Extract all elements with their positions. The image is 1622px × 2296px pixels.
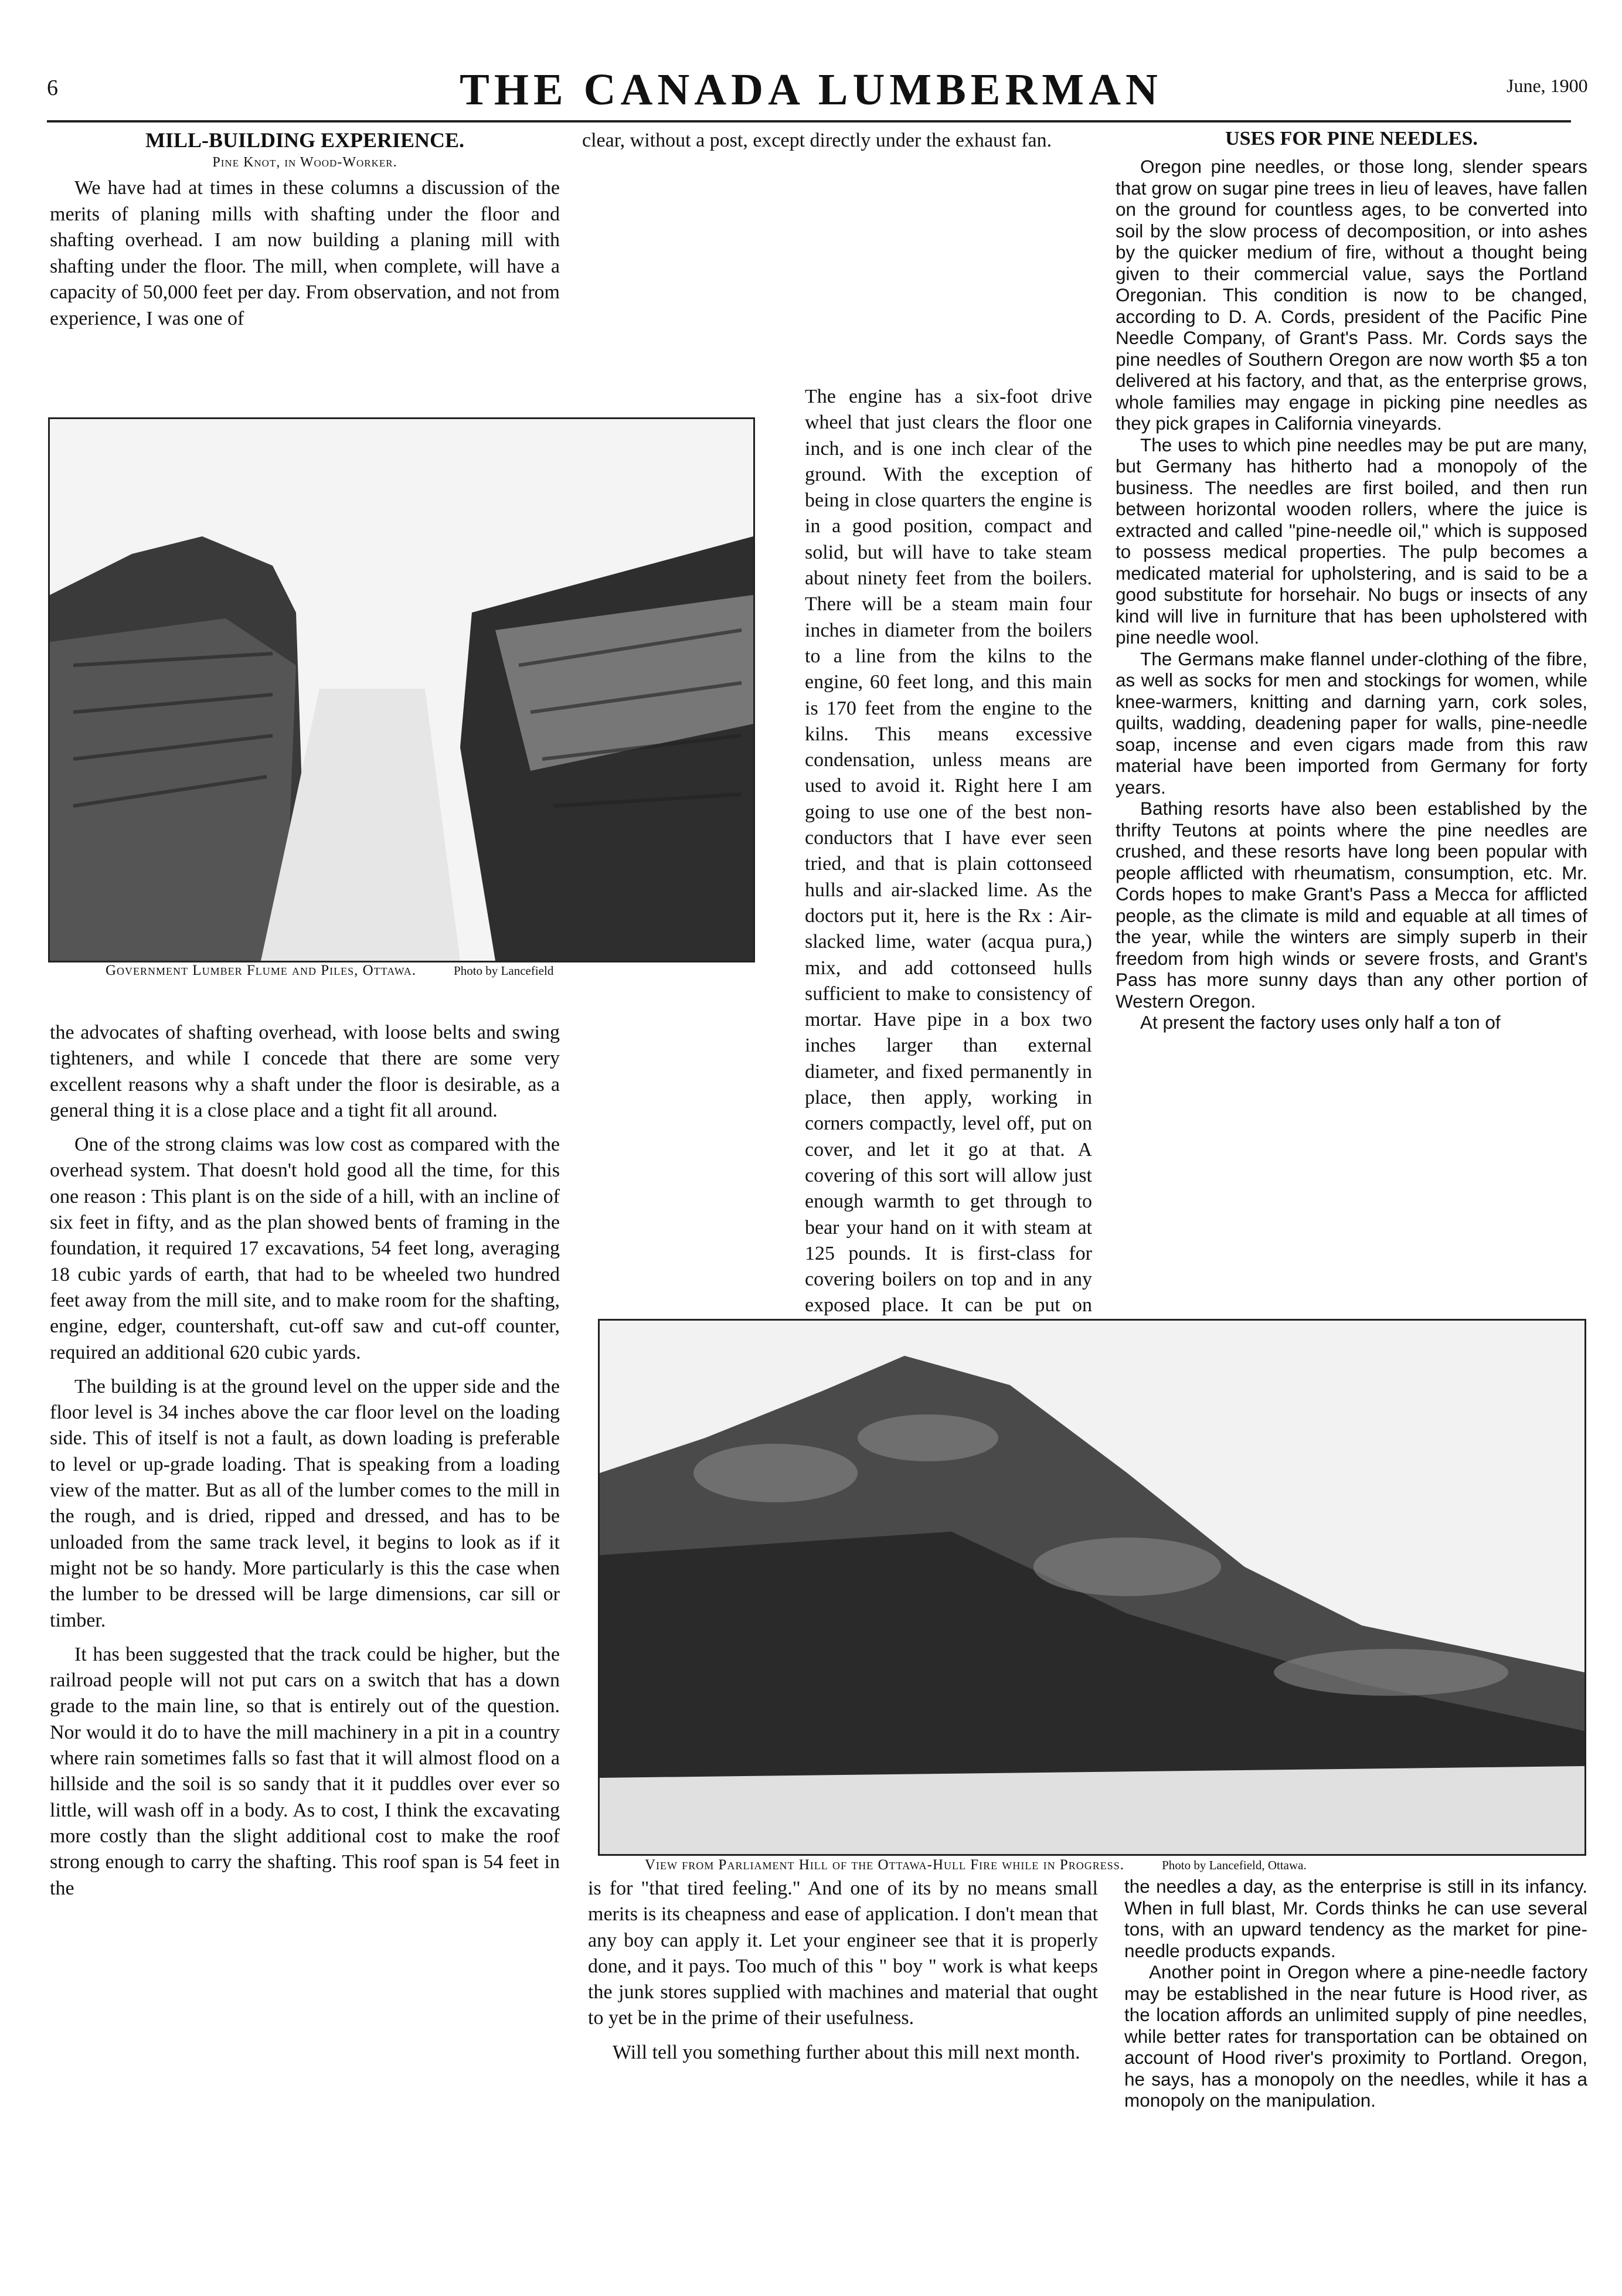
article-paragraph: Oregon pine needles, or those long, slender spears that grow on sugar pine trees in lieu of leaves, have fallen on the ground for countless ages, to be converted into soil by the slow process of decomposition, or into ashes by the quicker medium of fire, without a thought being given to their commercial value, says the Portland Oregonian. This condition is now to be changed, according to D. A. Cords, president of the Pacific Pine Needle Company, of Grant's Pass. Mr. Cords says the pine needles of Southern Oregon are now worth $5 a ton delivered at his factory, and that, as the enterprise grows, whole families may engage in picking pine needles as they pick grapes in California vineyards. (1116, 156, 1587, 434)
article-paragraph: The Germans make flannel under-clothing of the fibre, as well as socks for men and stockings for women, while knee-warmers, knitting and darning yarn, cork soles, quilts, wadding, deadening paper for walls, pine-needle soap, incense and even cigars made from this raw material have been imported from Germany for forty years. (1116, 648, 1587, 798)
photo-credit: Photo by Lancefield, Ottawa. (1162, 1858, 1307, 1872)
photo-caption: Government Lumber Flume and Piles, Ottawa. (106, 962, 417, 978)
article-headline: MILL-BUILDING EXPERIENCE. (145, 128, 465, 152)
article-mill-building-middle-end (588, 1876, 1098, 2074)
article-paragraph: Another point in Oregon where a pine-needle factory may be established in the near future is Hood river, as the location affords an unlimited supply of pine needles, while better rates for transportation can be obtained on account of Hood river's proximity to Portland. Oregon, he says, has a monopoly on the needles, while it has a monopoly on the manipulation. (1124, 1961, 1587, 2111)
article-pine-needles-end (1124, 1876, 1587, 2111)
fire-view-image (600, 1321, 1584, 1854)
article-paragraph: the advocates of shafting overhead, with loose belts and swing tighteners, and while I concede that there are some very excellent reasons why a shaft under the floor is desirable, as a general thing it is a close place and a tight fit all around. (50, 1022, 560, 1121)
article-mill-building-left-cont (50, 1020, 560, 1910)
masthead-rule (47, 120, 1571, 123)
photo-ottawa-hull-fire (598, 1319, 1586, 1856)
masthead-title: THE CANADA LUMBERMAN (460, 65, 1162, 114)
article-paragraph: We have had at times in these columns a discussion of the merits of planing mills with shafting under the floor and shafting overhead. I am now building a planing mill with shafting under the floor. The mill, when complete, will have a capacity of 50,000 feet per day. From observation, and not from experience, I was one of (50, 177, 560, 329)
article-paragraph: the needles a day, as the enterprise is still in its infancy. When in full blast, Mr. Cords thinks he can use several tons, with an upward tendency as the market for pine-needle products expands. (1124, 1876, 1587, 1961)
article-paragraph: The building is at the ground level on the upper side and the floor level is 34 inches above the car floor level on the loading side. This of itself is not a fault, as down loading is preferable to level or up-grade loading. That is speaking from a loading view of the matter. But as all of the lumber comes to the mill in the rough, and is dried, ripped and dressed, and has to be unloaded from the same track level, it begins to look as if it might not be so handy. More particularly is this the case when the lumber to be dressed will be large dimensions, car sill or timber. (50, 1375, 560, 1631)
article-paragraph: The engine has a six-foot drive wheel that just clears the floor one inch, and is one inch clear of the ground. With the exception of being in close quarters the engine is in a good position, compact and solid, but will have to take steam about ninety feet from the boilers. There will be a steam main four inches in diameter from the boilers to a line from the kilns to the engine, 60 feet long, and this main is 170 feet from the engine to the kilns. This means excessive condensation, unless means are used to avoid it. Right here I am going to use one of the best non-conductors that I have ever seen tried, and that is plain cottonseed hulls and air-slacked lime. As the doctors put it, here is the Rx : Air-slacked lime, water (acqua pura,) mix, and add cottonseed hulls sufficient to make to consistency of mortar. Have pipe in a box two inches larger than external diameter, and fixed permanently in place, then apply, working in corners compactly, level off, put on cover, and let it go at that. A covering of this sort will allow just enough warmth to get through to bear your hand on it with steam at 125 pounds. It is first-class for covering boilers on top and in any exposed place. It can be put on (805, 386, 1092, 1317)
article-middle-narrow (805, 384, 1092, 1317)
article-headline: USES FOR PINE NEEDLES. (1225, 128, 1478, 149)
article-paragraph: Bathing resorts have also been established by the thrifty Teutons at points where the pine needles are crushed, and these resorts have long been popular with people afflicted with rheumatism, consumption, etc. Mr. Cords hopes to make Grant's Pass a Mecca for afflicted people, as the climate is mild and equable at all times of the year, while the winters are simply superb in their freedom from high winds or severe frosts, and Grant's Pass has more sunny days than any other portion of Western Oregon. (1116, 798, 1587, 1012)
article-paragraph: It has been suggested that the track could be higher, but the railroad people will not put cars on a switch that has a down grade to the main line, so that is entirely out of the question. Nor would it do to have the mill machinery in a pit in a country where rain sometimes falls so fast that it will almost flood on a hillside and the soil is so sandy that it it puddles over ever so little, will wash off in a body. As to cost, I think the excavating more costly than the slight additional cost to make the roof strong enough to carry the shafting. This roof span is 54 feet in the (50, 1643, 560, 1899)
article-mill-building-top (50, 128, 560, 340)
issue-date: June, 1900 (1507, 75, 1588, 96)
article-pine-needles (1116, 128, 1587, 1270)
article-paragraph: The uses to which pine needles may be put are many, but Germany has hitherto had a monopoly of the business. The needles are first boiled, and then run between horizontal wooden rollers, where the juice is extracted and called "pine-needle oil," which is supposed to possess medical properties. The pulp becomes a medicated material for upholstering, and is said to be a good substitute for horsehair. No bugs or insects of any kind will live in furniture that has been upholstered with pine needle wool. (1116, 434, 1587, 648)
photo-2-caption-block (645, 1857, 1594, 1873)
article-paragraph: is for "that tired feeling." And one of its by no means small merits is its cheapness and ease of application. I don't mean that any boy can apply it. Let your engineer see that it is properly done, and it pays. Too much of this " boy " work is what keeps the junk stores supplied with machines and material that ought to yet be in the prime of their usefulness. (588, 1877, 1098, 2029)
article-byline: Pine Knot, in Wood-Worker. (212, 155, 397, 170)
photo-caption: View from Parliament Hill of the Ottawa-Hull Fire while in Progress. (645, 1857, 1125, 1873)
article-mill-building-middle (582, 128, 1092, 162)
photo-credit: Photo by Lancefield (454, 964, 554, 978)
article-paragraph: One of the strong claims was low cost as compared with the overhead system. That doesn't hold good all the time, for this one reason : This plant is on the side of a hill, with an incline of six feet in fifty, and as the plan showed bents of framing in the foundation, it required 17 excavations, 54 feet long, averaging 18 cubic yards of earth, that had to be wheeled two hundred feet away from the mill site, and to make room for the shafting, engine, edger, countershaft, cut-off saw and cut-off counter, required an additional 620 cubic yards. (50, 1134, 560, 1363)
photo-1-caption-block (106, 962, 750, 979)
article-paragraph: At present the factory uses only half a ton of (1140, 1012, 1501, 1033)
article-paragraph: Will tell you something further about this mill next month. (613, 2041, 1080, 2063)
article-paragraph: clear, without a post, except directly under the exhaust fan. (582, 130, 1052, 151)
page-number: 6 (47, 76, 58, 100)
